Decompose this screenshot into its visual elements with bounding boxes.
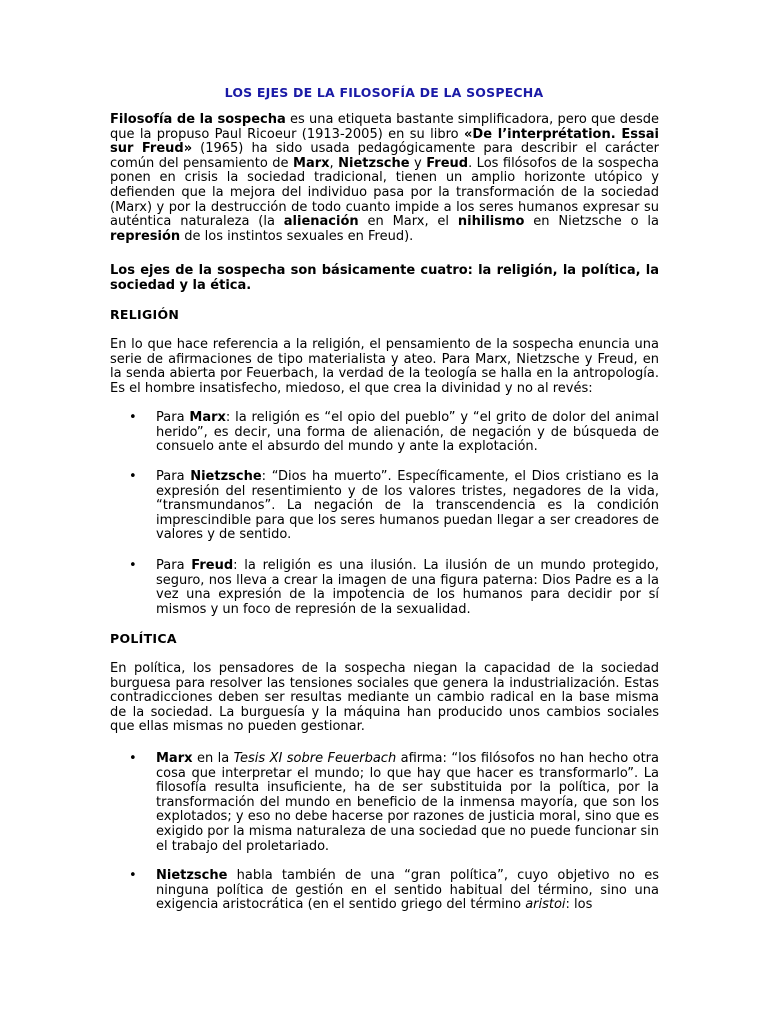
intro-text: es una etiqueta bastante simplificadora, pero que desde que la propuso Paul Ricoeur (1913-2005) en su libro	[110, 112, 660, 142]
bullet-icon: •	[129, 410, 137, 425]
term-nihilismo: nihilismo	[457, 214, 525, 230]
bullet-icon: •	[129, 558, 137, 573]
politica-bullet-nietzsche	[156, 869, 659, 913]
name-marx: Marx	[293, 155, 330, 171]
bullet-icon: •	[129, 868, 137, 883]
intro-text: y	[409, 155, 427, 171]
bullet-icon: •	[129, 469, 137, 484]
section-heading-politica: POLÍTICA	[110, 631, 177, 646]
politica-bullet-marx	[156, 752, 659, 854]
term-alienacion: alienación	[283, 214, 359, 230]
bullet-text: : los	[565, 897, 593, 913]
bullet-text: en la	[192, 751, 234, 766]
intro-text: (1965) ha sido usada pedagógicamente para describir el carácter común del pensamiento de	[110, 141, 659, 171]
work-title: Tesis XI sobre Feuerbach	[233, 751, 397, 766]
intro-text: de los instintos sexuales en Freud).	[180, 228, 414, 244]
intro-text: en Nietzsche o la	[524, 214, 659, 230]
bullet-name: Freud	[191, 558, 234, 573]
book-title: «De l’interprétation. Essai sur Freud»	[110, 126, 659, 157]
bullet-name: Marx	[156, 751, 193, 766]
politica-paragraph: En política, los pensadores de la sospecha niegan la capacidad de la sociedad burguesa para resolver las tensiones sociales que genera la industrialización. Estas contradicciones deben ser resultas mediante un cambio radical en la base misma de la sociedad. La burguesía y la máquina han producido unos cambios sociales que ellas mismas no pueden gestionar.	[110, 661, 659, 735]
ejes-paragraph: Los ejes de la sospecha son básicamente cuatro: la religión, la política, la sociedad y la ética.	[110, 263, 659, 293]
intro-text: en Marx, el	[358, 214, 458, 230]
intro-term: Filosofía de la sospecha	[110, 112, 286, 127]
bullet-icon: •	[129, 751, 137, 766]
section-heading-religion: RELIGIÓN	[110, 307, 180, 322]
bullet-name: Nietzsche	[190, 469, 262, 484]
bullet-prefix: Para	[156, 469, 191, 484]
religion-bullet-freud	[156, 559, 659, 617]
page-title: LOS EJES DE LA FILOSOFÍA DE LA SOSPECHA	[224, 85, 544, 100]
term-represion: represión	[110, 228, 181, 244]
religion-bullet-nietzsche	[156, 470, 659, 543]
bullet-text: : la religión es “el opio del pueblo” y “el grito de dolor del animal herido”, es decir, una forma de alienación, de negación y de búsqueda de consuelo ante el absurdo del mundo y ante la explotación.	[156, 410, 659, 455]
bullet-text: : “Dios ha muerto”. Específicamente, el Dios cristiano es la expresión del resentimiento y de los valores tristes, negadores de la vida, “transmundanos”. La negación de la transcendencia es la condición imprescindible para que los seres humanos puedan llegar a ser creadores de valores y de sentido.	[156, 469, 660, 543]
intro-paragraph	[110, 113, 659, 244]
bullet-prefix: Para	[156, 410, 190, 425]
name-freud: Freud	[426, 155, 469, 171]
religion-bullet-marx	[156, 411, 659, 455]
greek-term: aristoi	[525, 897, 566, 913]
bullet-prefix: Para	[156, 558, 192, 573]
bullet-name: Marx	[189, 410, 226, 425]
religion-paragraph: En lo que hace referencia a la religión, el pensamiento de la sospecha enuncia una serie de afirmaciones de tipo materialista y ateo. Para Marx, Nietzsche y Freud, en la senda abierta por Feuerbach, la verdad de la teología se halla en la antropología. Es el hombre insatisfecho, miedoso, el que crea la divinidad y no al revés:	[110, 337, 659, 396]
intro-text: . Los filósofos de la sospecha ponen en crisis la sociedad tradicional, tienen un amplio horizonte utópico y defienden que la mejora del individuo pasa por la transformación de la sociedad (Marx) y por la destrucción de todo cuanto impide a los seres humanos expresar su auténtica naturaleza (la	[110, 155, 660, 230]
name-nietzsche: Nietzsche	[338, 155, 410, 171]
bullet-name: Nietzsche	[156, 868, 228, 883]
bullet-text: afirma: “los filósofos no han hecho otra cosa que interpretar el mundo; lo que hay que hacer es transformarlo”. La filosofía resulta insuficiente, ha de ser substituida por la política, por la transformación del mundo en beneficio de la inmensa mayoría, que son los explotados; y eso no debe hacerse por razones de justicia moral, sino que es exigido por la misma naturaleza de una sociedad que no puede funcionar sin el trabajo del proletariado.	[156, 751, 659, 854]
bullet-text: : la religión es una ilusión. La ilusión de un mundo protegido, seguro, nos lleva a crear la imagen de una figura paterna: Dios Padre es a la vez una expresión de la impotencia de los humanos para decidir por sí mismos y un foco de represión de la sexualidad.	[156, 558, 659, 617]
bullet-text: habla también de una “gran política”, cuyo objetivo no es ninguna política de gestión en el sentido habitual del término, sino una exigencia aristocrática (en el sentido griego del término	[156, 868, 659, 913]
intro-text: ,	[329, 155, 339, 171]
